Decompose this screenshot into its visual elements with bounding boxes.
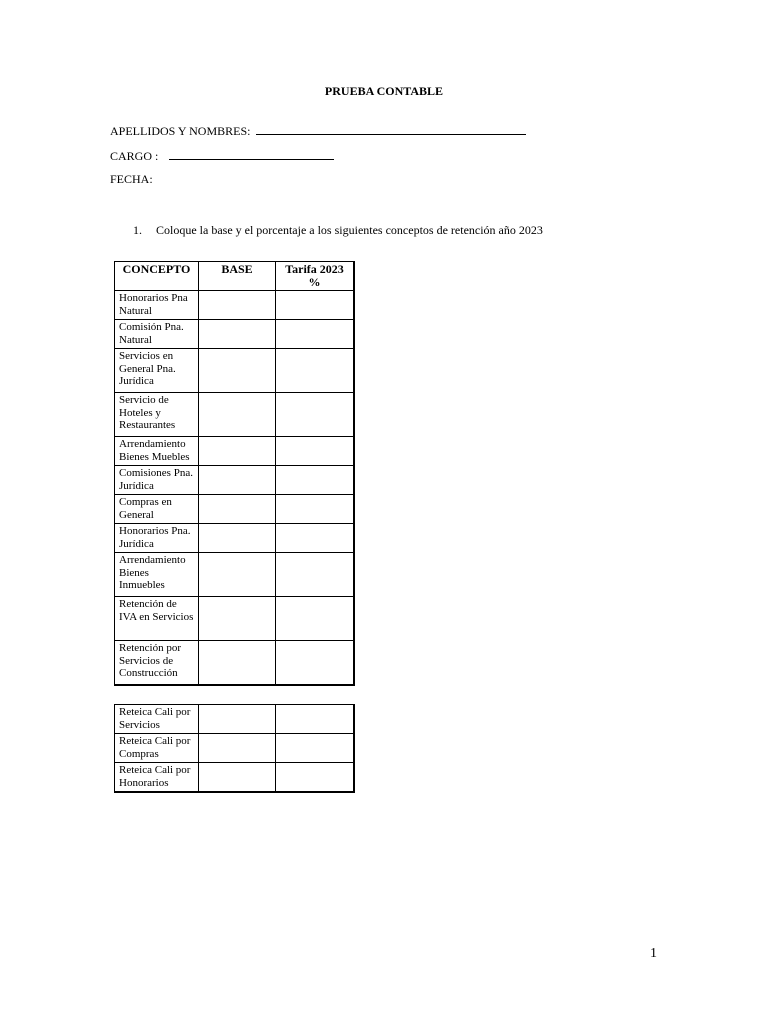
question-text: Coloque la base y el porcentaje a los siguientes conceptos de retención año 2023 [156,223,543,237]
concepto-cell: Retención de IVA en Servicios [115,597,199,641]
page-number: 1 [650,946,657,961]
tarifa-cell[interactable] [276,320,355,349]
tarifa-cell[interactable] [276,705,355,734]
fecha-field [110,172,153,187]
concepto-cell: Comisión Pna. Natural [115,320,199,349]
base-cell[interactable] [199,641,276,685]
header-tarifa: Tarifa 2023 % [276,262,355,291]
table-row [115,705,355,734]
concepto-cell: Honorarios Pna Natural [115,291,199,320]
concepto-cell: Servicios en General Pna. Jurídica [115,349,199,393]
reteica-table [114,704,355,793]
cargo-blank-line[interactable] [169,147,334,160]
concepto-cell: Reteica Cali por Servicios [115,705,199,734]
base-cell[interactable] [199,763,276,793]
base-cell[interactable] [199,495,276,524]
concepto-cell: Reteica Cali por Honorarios [115,763,199,793]
retention-table [114,261,355,686]
base-cell[interactable] [199,705,276,734]
cargo-field [110,147,334,164]
base-cell[interactable] [199,553,276,597]
table-row [115,466,355,495]
table-row [115,524,355,553]
names-blank-line[interactable] [256,122,526,135]
tarifa-cell[interactable] [276,437,355,466]
base-cell[interactable] [199,734,276,763]
question-1 [133,223,543,238]
table-row [115,437,355,466]
concepto-cell: Comisiones Pna. Jurídica [115,466,199,495]
tarifa-cell[interactable] [276,641,355,685]
table-row [115,763,355,793]
table-row [115,734,355,763]
tarifa-cell[interactable] [276,597,355,641]
tarifa-cell[interactable] [276,349,355,393]
header-concepto: CONCEPTO [115,262,199,291]
names-label: APELLIDOS Y NOMBRES: [110,124,251,138]
fecha-label: FECHA: [110,172,153,186]
concepto-cell: Arrendamiento Bienes Inmuebles [115,553,199,597]
tarifa-cell[interactable] [276,763,355,793]
tarifa-cell[interactable] [276,393,355,437]
cargo-label: CARGO : [110,149,159,163]
table-row [115,393,355,437]
base-cell[interactable] [199,437,276,466]
base-cell[interactable] [199,349,276,393]
table-row [115,349,355,393]
header-base: BASE [199,262,276,291]
concepto-cell: Reteica Cali por Compras [115,734,199,763]
tarifa-cell[interactable] [276,291,355,320]
tarifa-cell[interactable] [276,553,355,597]
base-cell[interactable] [199,393,276,437]
base-cell[interactable] [199,524,276,553]
question-number: 1. [133,223,142,237]
concepto-cell: Servicio de Hoteles y Restaurantes [115,393,199,437]
tarifa-cell[interactable] [276,734,355,763]
base-cell[interactable] [199,597,276,641]
table-row [115,320,355,349]
table-row [115,291,355,320]
table-row [115,597,355,641]
table-row [115,553,355,597]
table-row [115,495,355,524]
concepto-cell: Compras en General [115,495,199,524]
tarifa-cell[interactable] [276,466,355,495]
table-row [115,641,355,685]
base-cell[interactable] [199,291,276,320]
names-field [110,122,526,139]
concepto-cell: Retención por Servicios de Construcción [115,641,199,685]
table-header-row [115,262,355,291]
tarifa-cell[interactable] [276,524,355,553]
concepto-cell: Honorarios Pna. Jurídica [115,524,199,553]
base-cell[interactable] [199,466,276,495]
concepto-cell: Arrendamiento Bienes Muebles [115,437,199,466]
base-cell[interactable] [199,320,276,349]
tarifa-cell[interactable] [276,495,355,524]
document-title: PRUEBA CONTABLE [324,84,444,98]
